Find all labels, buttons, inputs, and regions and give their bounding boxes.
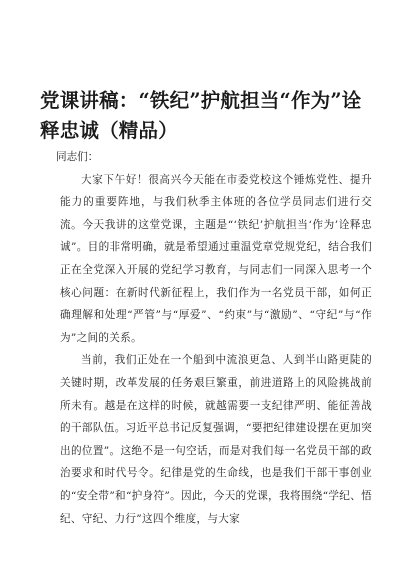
paragraph-2: 当前，我们正处在一个船到中流浪更急、人到半山路更陡的关键时期，改革发展的任务艰巨繁重，前进道路上的风险挑战前所未有。越是在这样的时候，就越需要一支纪律严明、能征善战的干部队伍。习近平总书记反复强调，“要把纪律建设摆在更加突出的位置”。这绝不是一句空话，而是对我们每一名党员干部的政治要求和时代号令。纪律是党的生命线，也是我们干部干事创业的“安全带”和“护身符”。因此，今天的党课，我将围绕“学纪、悟纪、守纪、力行”这四个维度，与大家 [60,354,372,525]
document-title: 党课讲稿：“铁纪”护航担当“作为”诠释忠诚（精品） [40,89,362,142]
salutation: 同志们： [56,151,99,163]
document-body [56,146,372,530]
paragraph-1: 大家下午好！很高兴今天能在市委党校这个锤炼党性、提升能力的重要阵地，与我们秋季主体班的各位学员同志们进行交流。今天我讲的这堂党课，主题是“‘铁纪’护航担当‘作为’诠释忠诚”。目的非常明确，就是希望通过重温党章党规党纪，结合我们正在全党深入开展的党纪学习教育，与同志们一同深入思考一个核心问题：在新时代新征程上，我们作为一名党员干部，如何正确理解和处理“严管”与“厚爱”、“约束”与“激励”、“守纪”与“作为”之间的关系。 [60,173,372,344]
